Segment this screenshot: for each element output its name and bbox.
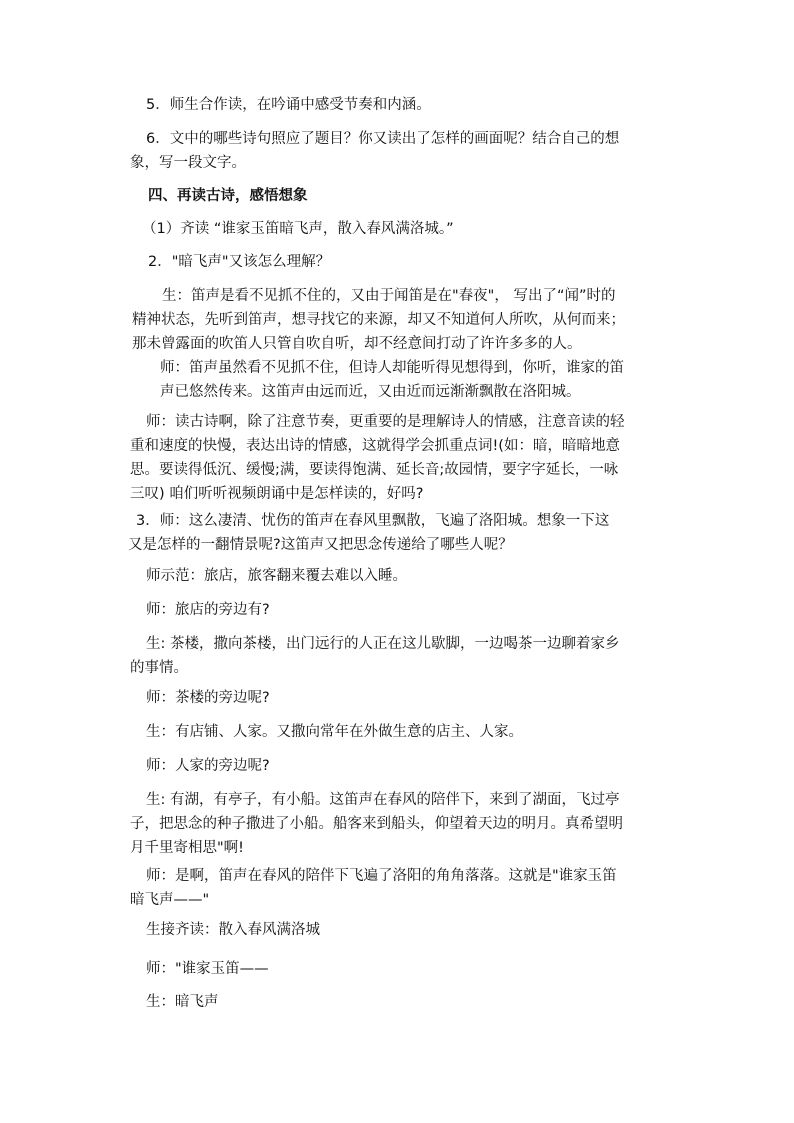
text-line: （1）齐读 “谁家玉笛暗飞声，散入春风满洛城。” xyxy=(142,221,454,237)
text-line: 生：暗飞声 xyxy=(146,994,219,1010)
text-line: 思。要读得低沉、缓慢;满，要读得饱满、延长音;故园情，要字字延长，一咏 xyxy=(130,462,619,478)
text-line: 那未曾露面的吹笛人只管自吹自听，却不经意间打动了许许多多的人。 xyxy=(132,336,582,352)
paragraph-read-aloud xyxy=(142,217,454,241)
text-line: 子，把思念的种子撒进了小船。船客来到船头，仰望着天边的明月。真希望明 xyxy=(130,816,623,832)
paragraph-dialogue xyxy=(146,598,270,622)
paragraph-dialogue xyxy=(146,686,270,710)
text-line: 声已悠然传来。这笛声由远而近，又由近而远渐渐飘散在洛阳城。 xyxy=(160,384,581,400)
text-line: 月千里寄相思"啊! xyxy=(130,840,244,856)
section-heading xyxy=(148,184,308,208)
text-line: 的事情。 xyxy=(130,660,188,676)
paragraph-question-3 xyxy=(128,509,609,557)
paragraph-student-answer xyxy=(132,284,625,356)
text-line: 师："谁家玉笛—— xyxy=(146,961,269,977)
text-line: 又是怎样的一翻情景呢?这笛声又把思念传递给了哪些人呢？ xyxy=(128,537,513,553)
paragraph-dialogue xyxy=(130,864,617,912)
text-line: 生：笛声是看不见抓不住的，又由于闻笛是在"春夜"， 写出了“闻”时的 xyxy=(162,288,616,304)
paragraph-dialogue xyxy=(130,788,623,860)
text-line: 生: 茶楼，撒向茶楼，出门远行的人正在这儿歇脚，一边喝茶一边聊着家乡 xyxy=(146,636,620,652)
paragraph-dialogue xyxy=(146,957,269,981)
paragraph-question-2 xyxy=(148,250,330,274)
paragraph-item-6 xyxy=(130,127,620,175)
text-line: 师：旅店的旁边有? xyxy=(146,602,270,618)
text-line: 暗飞声——" xyxy=(130,892,210,908)
text-line: 师：茶楼的旁边呢? xyxy=(146,690,270,706)
text-line: 师：读古诗啊，除了注意节奏，更重要的是理解诗人的情感，注意音读的轻 xyxy=(146,414,625,430)
text-line: 三叹) 咱们听听视频朗诵中是怎样读的，好吗? xyxy=(130,486,424,502)
text-line: 5．师生合作读，在吟诵中感受节奏和内涵。 xyxy=(146,97,431,113)
paragraph-dialogue xyxy=(130,632,620,680)
text-line: 师：是啊，笛声在春风的陪伴下飞遍了洛阳的角角落落。这就是"谁家玉笛 xyxy=(146,868,617,884)
paragraph-item-5 xyxy=(146,93,431,117)
text-line: 师：笛声虽然看不见抓不住，但诗人却能听得见想得到，你听，谁家的笛 xyxy=(160,360,624,376)
text-line: 生：有店铺、人家。又撒向常年在外做生意的店主、人家。 xyxy=(146,724,523,740)
text-line: 6．文中的哪些诗句照应了题目？你又读出了怎样的画面呢？结合自己的想 xyxy=(146,131,620,147)
paragraph-dialogue xyxy=(146,754,270,778)
heading-text: 四、再读古诗，感悟想象 xyxy=(148,188,308,204)
text-line: 2．"暗飞声"又该怎么理解？ xyxy=(148,254,331,270)
text-line: 精神状态，先听到笛声，想寻找它的来源，却又不知道何人所吹，从何而来； xyxy=(132,312,625,328)
text-line: 师：人家的旁边呢? xyxy=(146,758,270,774)
text-line: 3．师：这么凄清、忧伤的笛声在春风里飘散，飞遍了洛阳城。想象一下这 xyxy=(136,513,610,529)
paragraph-dialogue xyxy=(146,720,523,744)
text-line: 生接齐读：散入春风满洛城 xyxy=(146,922,320,938)
text-line: 重和速度的快慢，表达出诗的情感，这就得学会抓重点词!(如：暗，暗暗地意 xyxy=(130,438,620,454)
paragraph-dialogue xyxy=(146,990,219,1014)
paragraph-teacher-demo xyxy=(146,564,407,588)
text-line: 生: 有湖，有亭子，有小船。这笛声在春风的陪伴下，来到了湖面，飞过亭 xyxy=(146,792,620,808)
paragraph-reading-tips xyxy=(130,410,625,506)
text-line: 象，写一段文字。 xyxy=(130,155,246,171)
text-line: 师示范：旅店，旅客翻来覆去难以入睡。 xyxy=(146,568,407,584)
paragraph-teacher-explain xyxy=(160,356,624,404)
paragraph-dialogue xyxy=(146,918,320,942)
